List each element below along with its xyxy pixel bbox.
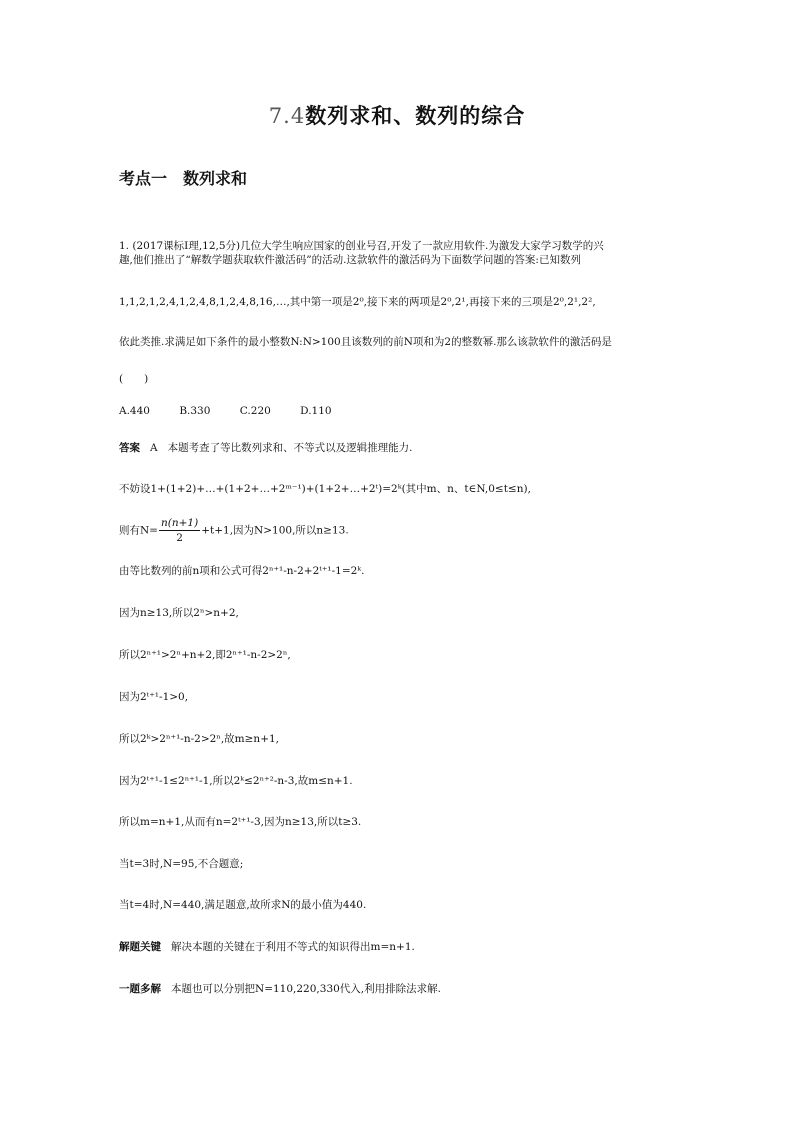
solution-line-2: [119, 516, 349, 545]
solution-line-4: 因为n≥13,所以2ⁿ>n+2,: [119, 607, 239, 619]
solution-line-3: 由等比数列的前n项和公式可得2ⁿ⁺¹-n-2+2ᵗ⁺¹-1=2ᵏ.: [119, 565, 365, 577]
choice-d: D.110: [300, 405, 332, 417]
choice-a: A.440: [119, 405, 150, 417]
answer-choices: [119, 404, 358, 418]
title-text: 数列求和、数列的综合: [305, 104, 526, 128]
key-point-text: 解决本题的关键在于利用不等式的知识得出m=n+1.: [171, 941, 415, 953]
problem-line-2: 趣,他们推出了“解数学题获取软件激活码”的活动.这款软件的激活码为下面数学问题的答案:已知数列: [119, 254, 581, 266]
choice-b: B.330: [179, 405, 211, 417]
solution-line-5: 所以2ⁿ⁺¹>2ⁿ+n+2,即2ⁿ⁺¹-n-2>2ⁿ,: [119, 649, 291, 661]
answer-label: 答案: [119, 442, 140, 454]
alt-method-line: [119, 982, 441, 996]
solution-line-6: 因为2ᵗ⁺¹-1>0,: [119, 691, 189, 703]
answer-line: [119, 441, 412, 455]
solution-line-2-suffix: +t+1,因为N>100,所以n≥13.: [201, 524, 349, 537]
solution-line-10: 当t=3时,N=95,不合题意;: [119, 858, 244, 870]
solution-line-9: 所以m=n+1,从而有n=2ᵗ⁺¹-3,因为n≥13,所以t≥3.: [119, 816, 362, 828]
answer-key: A: [150, 442, 158, 454]
alt-method-text: 本题也可以分别把N=110,220,330代入,利用排除法求解.: [171, 983, 441, 995]
fraction-denominator: 2: [176, 532, 183, 544]
alt-method-label: 一题多解: [119, 983, 161, 995]
key-point-line: [119, 940, 415, 954]
choice-c: C.220: [239, 405, 271, 417]
title-number: 7.4: [268, 104, 306, 128]
problem-line-3: 1,1,2,1,2,4,1,2,4,8,1,2,4,8,16,…,其中第一项是2⁰,接下来的两项是2⁰,2¹,再接下来的三项是2⁰,2¹,2²,: [119, 296, 596, 308]
solution-line-2-prefix: 则有N=: [119, 524, 158, 537]
answer-text: 本题考查了等比数列求和、不等式以及逻辑推理能力.: [167, 442, 413, 454]
solution-line-7: 所以2ᵏ>2ⁿ⁺¹-n-2>2ⁿ,故m≥n+1,: [119, 733, 280, 745]
section-heading: 考点一 数列求和: [119, 169, 248, 188]
fraction-numerator: n(n+1): [161, 517, 199, 529]
problem-line-4: 依此类推.求满足如下条件的最小整数N:N>100且该数列的前N项和为2的整数幂.那么该款软件的激活码是: [119, 336, 612, 348]
problem-paren: ( ): [119, 373, 149, 385]
problem-line-1: 1. (2017课标Ⅰ理,12,5分)几位大学生响应国家的创业号召,开发了一款应用软件.为激发大家学习数学的兴: [119, 240, 604, 252]
solution-line-11: 当t=4时,N=440,满足题意,故所求N的最小值为440.: [119, 899, 367, 911]
key-point-label: 解题关键: [119, 941, 161, 953]
page-title: [0, 100, 794, 130]
solution-line-1: 不妨设1+(1+2)+…+(1+2+…+2ᵐ⁻¹)+(1+2+…+2ᵗ)=2ᵏ(其中m、n、t∈N,0≤t≤n),: [119, 483, 531, 495]
solution-line-8: 因为2ᵗ⁺¹-1≤2ⁿ⁺¹-1,所以2ᵏ≤2ⁿ⁺²-n-3,故m≤n+1.: [119, 775, 353, 787]
fraction: [159, 516, 200, 545]
